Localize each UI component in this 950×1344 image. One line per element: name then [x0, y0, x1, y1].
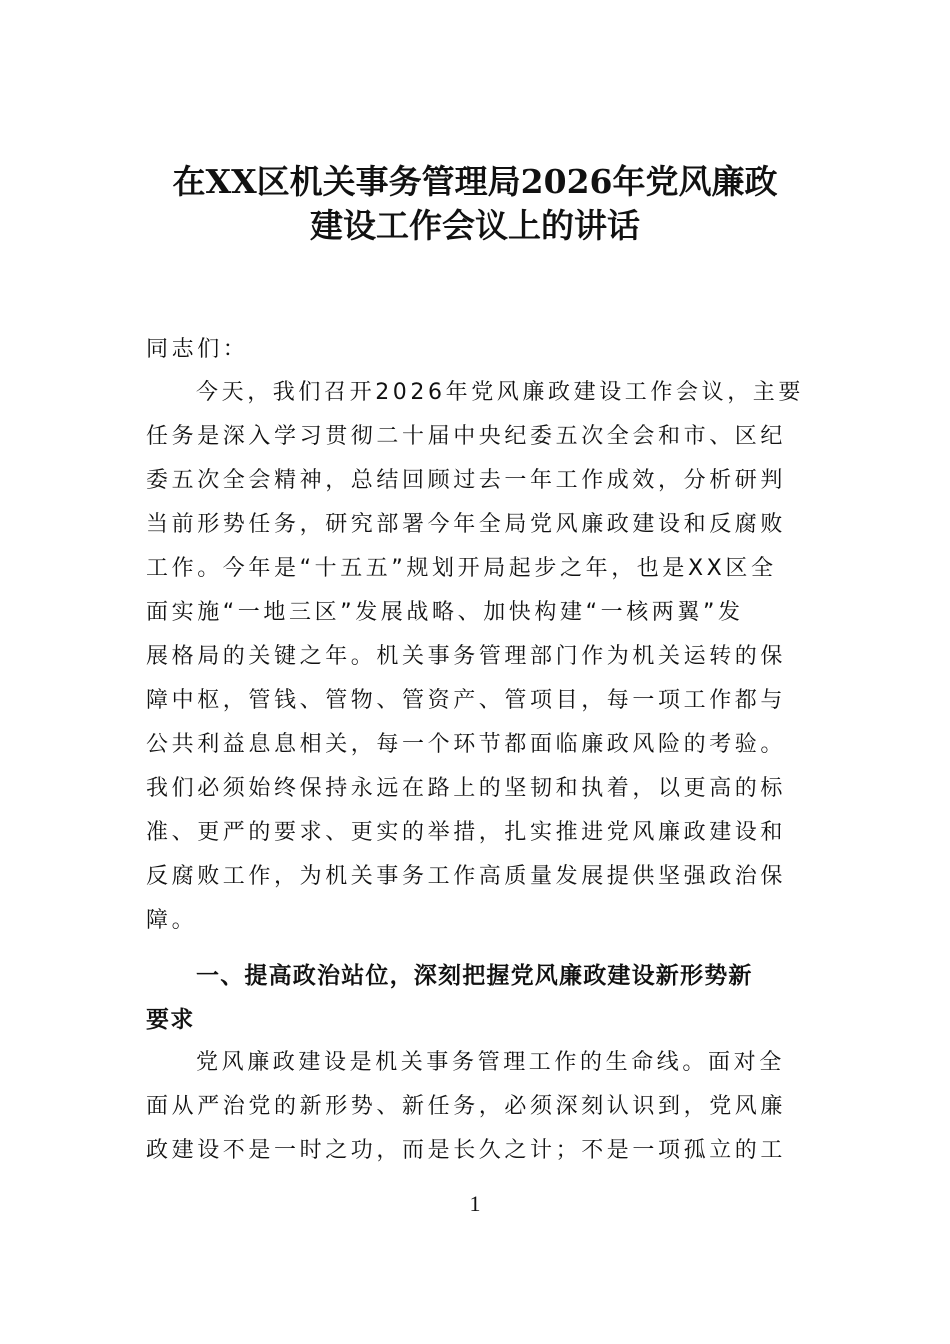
document-title-line-1: 在XX区机关事务管理局2026年党风廉政 [172, 162, 778, 201]
paragraph-line: 任务是深入学习贯彻二十届中央纪委五次全会和市、区纪 [146, 424, 787, 449]
paragraph-line: 委五次全会精神，总结回顾过去一年工作成效，分析研判 [146, 468, 787, 493]
paragraph-line: 障。 [146, 908, 198, 933]
paragraph-line: 当前形势任务，研究部署今年全局党风廉政建设和反腐败 [146, 512, 787, 537]
paragraph-line: 面实施“一地三区”发展战略、加快构建“一核两翼”发 [146, 600, 744, 625]
paragraph-line: 反腐败工作，为机关事务工作高质量发展提供坚强政治保 [146, 864, 787, 889]
heading-line: 要求 [146, 1007, 195, 1033]
page-number: 1 [469, 1191, 481, 1216]
paragraph-line: 工作。今年是“十五五”规划开局起步之年，也是XX区全 [146, 556, 777, 581]
document-title-line-2: 建设工作会议上的讲话 [310, 206, 640, 245]
paragraph-line: 障中枢，管钱、管物、管资产、管项目，每一项工作都与 [146, 688, 787, 713]
paragraph-line: 党风廉政建设是机关事务管理工作的生命线。面对全 [196, 1050, 785, 1075]
paragraph-line: 展格局的关键之年。机关事务管理部门作为机关运转的保 [146, 644, 787, 669]
paragraph-line: 今天，我们召开2026年党风廉政建设工作会议，主要 [196, 380, 804, 405]
paragraph-line: 面从严治党的新形势、新任务，必须深刻认识到，党风廉 [146, 1094, 787, 1119]
salutation: 同志们： [146, 337, 249, 362]
heading-line: 一、提高政治站位，深刻把握党风廉政建设新形势新 [196, 963, 753, 989]
paragraph-line: 准、更严的要求、更实的举措，扎实推进党风廉政建设和 [146, 820, 787, 845]
paragraph-line: 政建设不是一时之功，而是长久之计；不是一项孤立的工 [146, 1138, 787, 1163]
paragraph-line: 我们必须始终保持永远在路上的坚韧和执着，以更高的标 [146, 776, 787, 801]
paragraph-line: 公共利益息息相关，每一个环节都面临廉政风险的考验。 [146, 732, 787, 757]
